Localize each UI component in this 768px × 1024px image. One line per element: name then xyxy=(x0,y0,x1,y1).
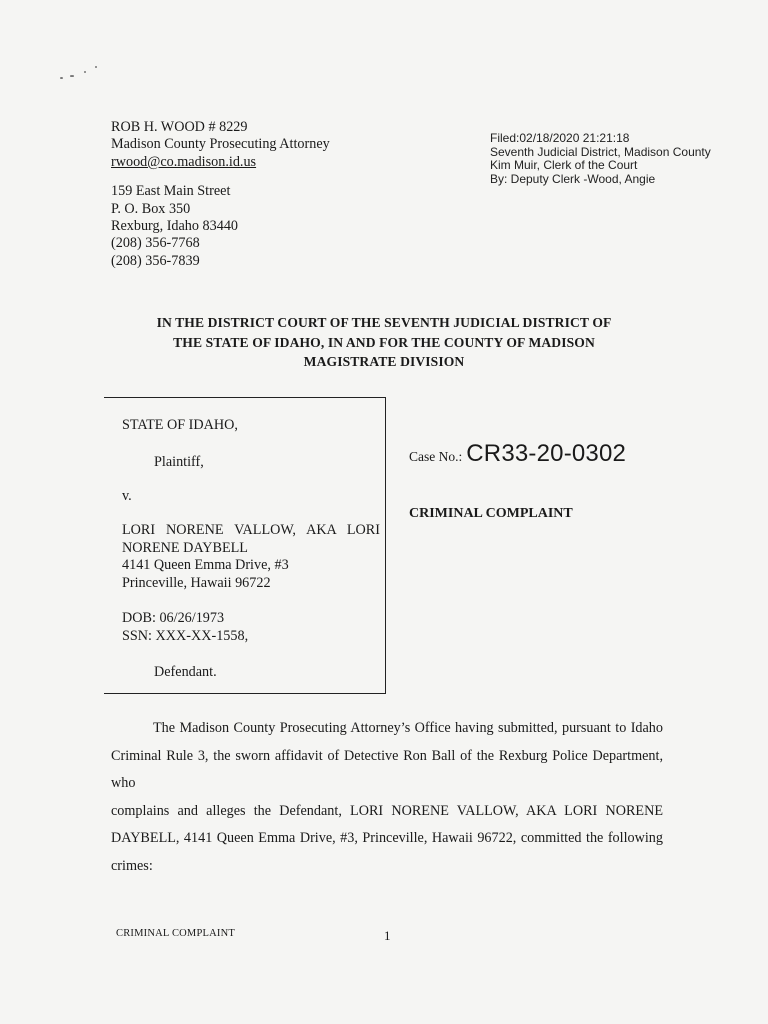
scan-speck xyxy=(95,66,97,68)
attorney-title: Madison County Prosecuting Attorney xyxy=(111,136,330,153)
paragraph-line: crimes: xyxy=(111,857,153,874)
filing-stamp-district: Seventh Judicial District, Madison County xyxy=(490,144,711,159)
filing-stamp-by: By: Deputy Clerk -Wood, Angie xyxy=(490,171,656,186)
phone-2: (208) 356-7839 xyxy=(111,252,200,269)
scan-speck xyxy=(70,75,74,77)
defendant-dob: DOB: 06/26/1973 xyxy=(122,610,225,626)
attorney-email-link[interactable]: rwood@co.madison.id.us xyxy=(111,153,257,170)
attorney-name: ROB H. WOOD # 8229 xyxy=(111,119,248,135)
plaintiff-label: Plaintiff, xyxy=(154,454,204,470)
filing-stamp-clerk: Kim Muir, Clerk of the Court xyxy=(490,158,638,172)
defendant-address-2: Princeville, Hawaii 96722 xyxy=(122,575,271,591)
court-heading-line-3: MAGISTRATE DIVISION xyxy=(303,354,465,369)
address-line-3: Rexburg, Idaho 83440 xyxy=(111,218,239,235)
filing-stamp-filed: Filed:02/18/2020 21:21:18 xyxy=(490,131,630,145)
scan-speck xyxy=(84,71,86,73)
footer-label: CRIMINAL COMPLAINT xyxy=(116,928,236,939)
defendant-ssn: SSN: XXX-XX-1558, xyxy=(122,628,249,644)
phone-1: (208) 356-7768 xyxy=(111,235,200,252)
defendant-address-1: 4141 Queen Emma Drive, #3 xyxy=(122,557,289,573)
address-line-2: P. O. Box 350 xyxy=(111,200,191,217)
filing-stamp xyxy=(490,132,711,186)
court-heading xyxy=(104,313,664,372)
defendant-name-line-2: NORENE DAYBELL xyxy=(122,540,248,556)
paragraph-line: The Madison County Prosecuting Attorney’s Office having submitted, pursuant to Idaho xyxy=(153,720,663,736)
case-number-label: Case No.: xyxy=(409,449,463,464)
address-line-1: 159 East Main Street xyxy=(111,183,231,200)
attorney-block xyxy=(111,119,330,270)
paragraph-line: complains and alleges the Defendant, LORI NORENE VALLOW, AKA LORI NORENE xyxy=(111,802,663,819)
plaintiff-name: STATE OF IDAHO, xyxy=(122,417,238,433)
court-heading-line-2: THE STATE OF IDAHO, IN AND FOR THE COUNTY OF MADISON xyxy=(173,334,595,350)
scan-speck xyxy=(60,77,63,79)
page-number: 1 xyxy=(384,928,391,943)
complaint-paragraph xyxy=(111,715,663,880)
versus-label: v. xyxy=(122,488,132,504)
defendant-name-line-1: LORI NORENE VALLOW, AKA LORI xyxy=(122,522,380,538)
case-caption-box xyxy=(104,397,386,694)
defendant-label: Defendant. xyxy=(154,664,217,680)
document-title: CRIMINAL COMPLAINT xyxy=(409,506,573,521)
paragraph-line: DAYBELL, 4141 Queen Emma Drive, #3, Princeville, Hawaii 96722, committed the following xyxy=(111,830,663,846)
paragraph-line: Criminal Rule 3, the sworn affidavit of Detective Ron Ball of the Rexburg Police Department, who xyxy=(111,747,663,791)
case-number-row xyxy=(409,440,626,468)
case-number: CR33-20-0302 xyxy=(466,440,627,467)
court-heading-line-1: IN THE DISTRICT COURT OF THE SEVENTH JUDICIAL DISTRICT OF xyxy=(156,315,612,330)
